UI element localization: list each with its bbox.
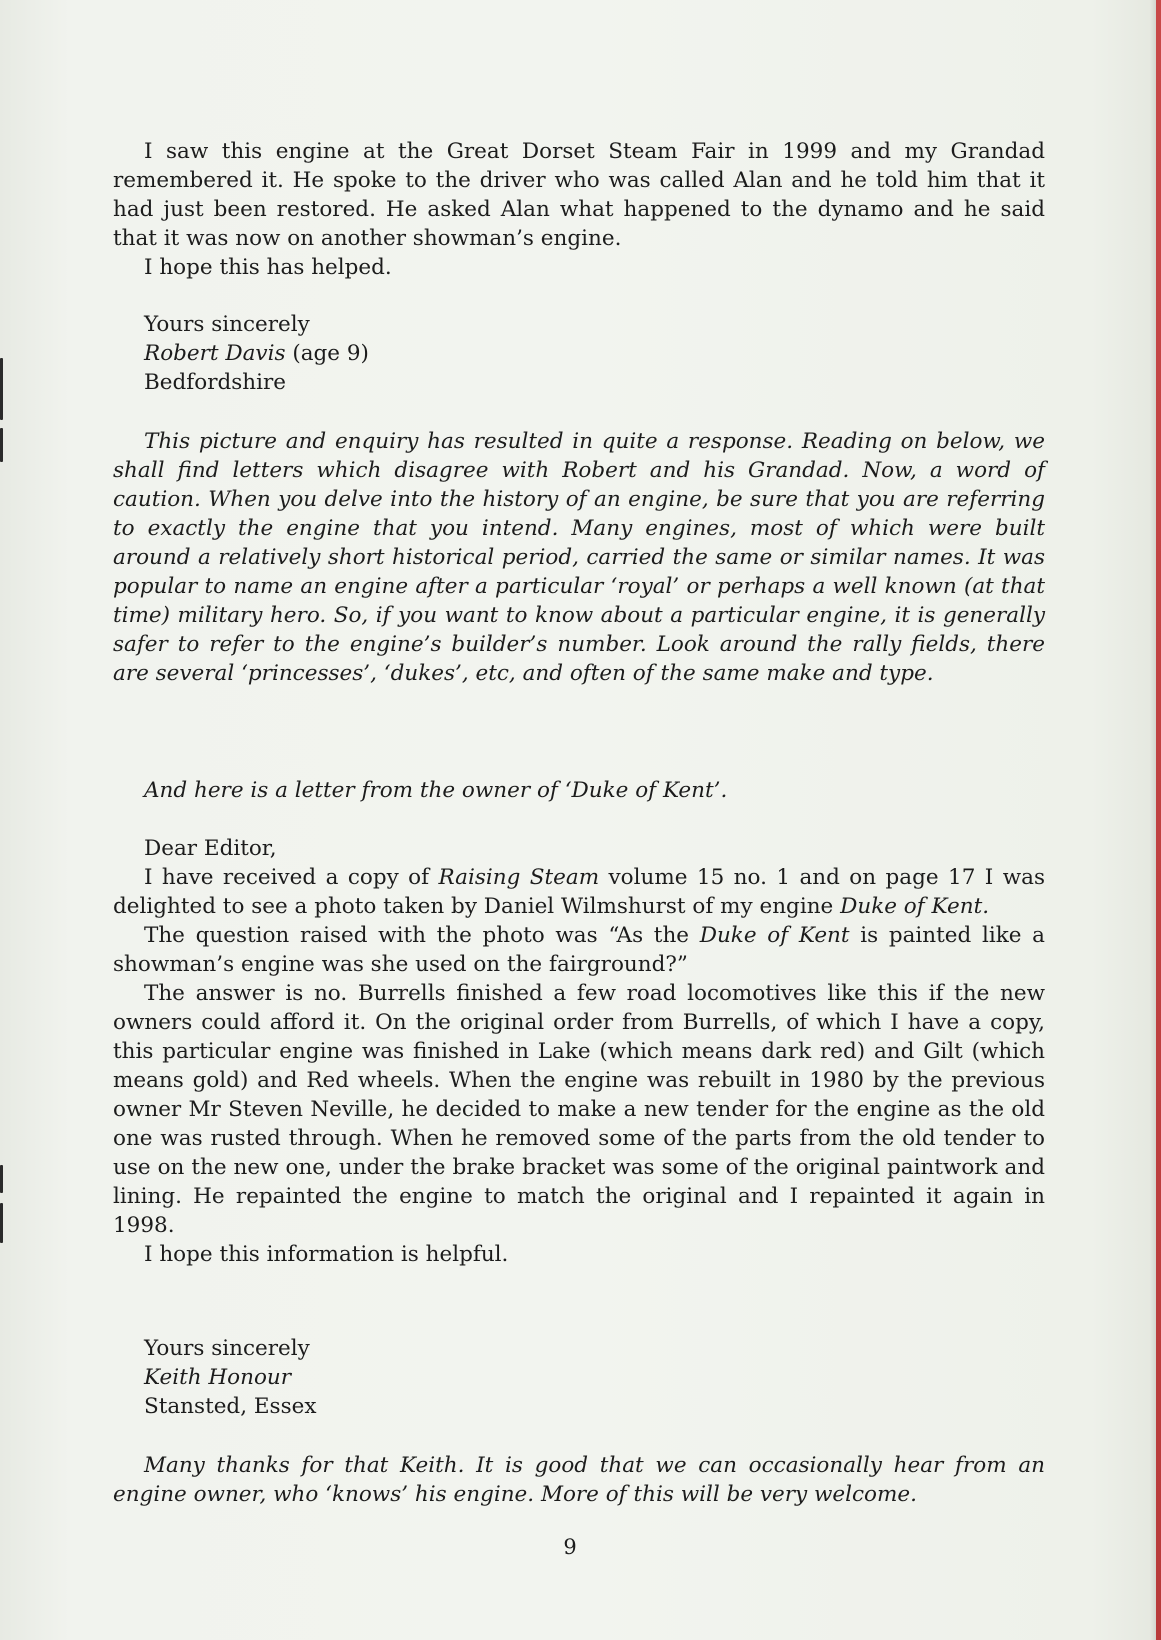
letter2-paragraph-4: I hope this information is helpful. [144,1242,509,1267]
editor-note-2 [113,1451,1045,1509]
letter2-body [113,834,1045,1269]
publication-title: Raising Steam [438,865,600,890]
letter2-signoff [113,1334,1045,1421]
editor-note-2-text: Many thanks for that Keith. It is good that we can occasionally hear from an engine owner, who ‘knows’ his engine. More of this will be very welcome. [113,1453,1045,1507]
text-run: The question raised with the photo was “As the [144,923,700,948]
letter2-location: Stansted, Essex [144,1394,317,1419]
letter1-body [113,137,1045,282]
binding-mark [0,428,3,462]
letter2-closing: Yours sincerely [144,1336,310,1361]
letter1-paragraph: I saw this engine at the Great Dorset Steam Fair in 1999 and my Grandad remembered it. He spoke to the driver who was called Alan and he told him that it had just been restored. He asked Alan what happened to the dynamo and he said that it was now on another showman’s engine. [113,139,1045,251]
engine-name: Duke of Kent [699,923,850,948]
letter1-signature-age: (age 9) [292,341,369,366]
letter2-salutation: Dear Editor, [144,836,277,861]
letter2-signature-name: Keith Honour [144,1365,292,1390]
page-number: 9 [563,1535,577,1559]
engine-name: Duke of Kent. [840,894,990,919]
text-run: volume 15 no. 1 and on page 17 I was delighted to see a photo taken by Daniel Wilmshurst of my engine [113,865,1045,919]
letter1-signoff [113,310,1045,397]
page-edge-red [1156,0,1161,1640]
text-run: I have received a copy of [144,865,439,890]
letter1-signature [144,339,1045,368]
letter1-signature-name: Robert Davis [144,341,286,366]
editor-note-1 [113,427,1045,688]
letter2-paragraph-3: The answer is no. Burrells finished a few road locomotives like this if the new owners could afford it. On the original order from Burrells, of which I have a copy, this particular engine was finished in Lake (which means dark red) and Gilt (which means gold) and Red wheels. When the engine was rebuilt in 1980 by the previous owner Mr Steven Neville, he decided to make a new tender for the engine as the old one was rusted through. When he removed some of the parts from the old tender to use on the new one, under the brake bracket was some of the original paintwork and lining. He repainted the engine to match the original and I repainted it again in 1998. [113,981,1045,1238]
editor-intro-text: And here is a letter from the owner of ‘Duke of Kent’. [144,778,728,803]
binding-mark [0,1165,3,1193]
letter1-location: Bedfordshire [144,370,286,395]
letter2-paragraph-1 [113,863,1045,921]
letter1-closing: Yours sincerely [144,312,310,337]
text-run: is painted like a showman’s engine was she used on the fairground?” [113,923,1045,977]
binding-mark [0,1203,3,1243]
editor-note-1-text: This picture and enquiry has resulted in quite a response. Reading on below, we shall find letters which disagree with Robert and his Grandad. Now, a word of caution. When you delve into the history of an engine, be sure that you are referring to exactly the engine that you intend. Many engines, most of which were built around a relatively short historical period, carried the same or similar names. It was popular to name an engine after a particular ‘royal’ or perhaps a well known (at that time) military hero. So, if you want to know about a particular engine, it is generally safer to refer to the engine’s builder’s number. Look around the rally fields, there are several ‘princesses’, ‘dukes’, etc, and often of the same make and type. [113,429,1045,686]
binding-mark [0,358,3,420]
letter1-closing-line: I hope this has helped. [144,255,392,280]
editor-intro [113,776,1045,805]
letter2-paragraph-2 [113,921,1045,979]
